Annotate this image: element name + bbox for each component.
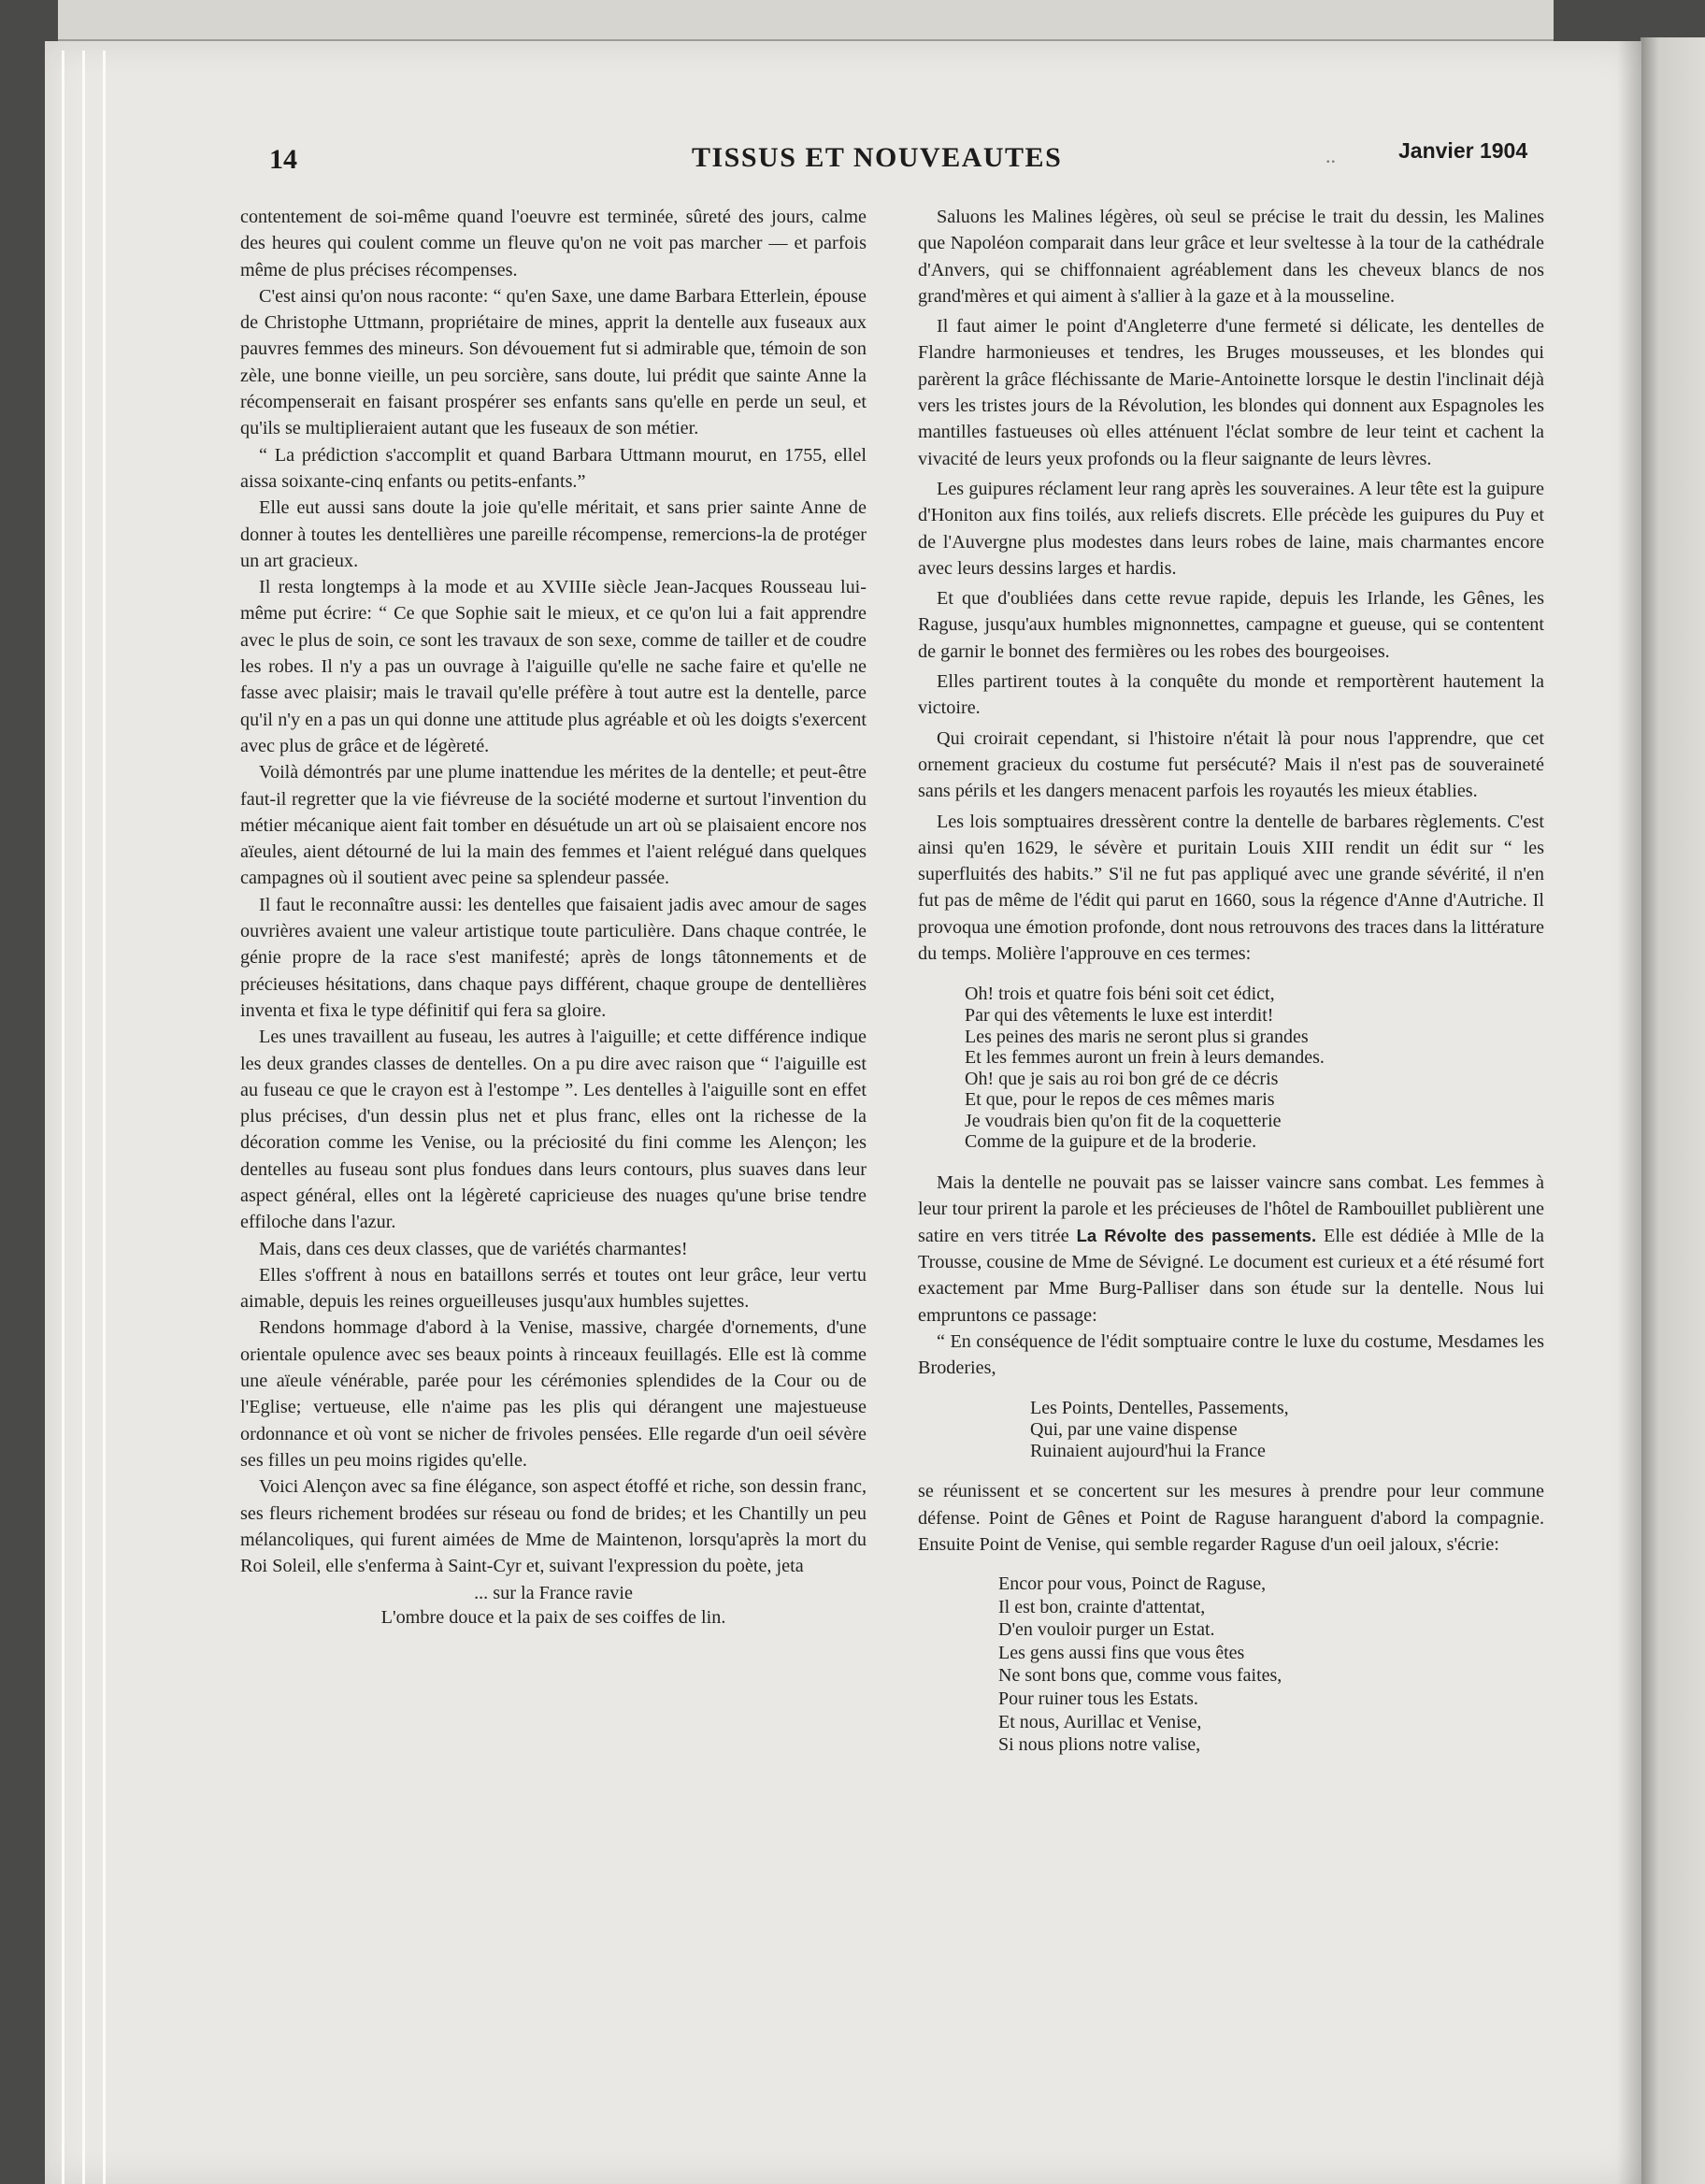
paragraph: “ La prédiction s'accomplit et quand Barbara Uttmann mourut, en 1755, ellel aissa soixante-cinq enfants ou petits-enfants.” — [240, 444, 867, 492]
verse-line: Ne sont bons que, comme vous faites, — [998, 1665, 1282, 1687]
paragraph: se réunissent et se concertent sur les mesures à prendre pour leur commune défense. Point de Gênes et Point de Raguse haranguent d'abord la compagnie. Ensuite Point de Venise, qui semble regarder Raguse d'un oeil jaloux, s'écrie: — [918, 1481, 1544, 1555]
paragraph: contentement de soi-même quand l'oeuvre est terminée, sûreté des jours, calme des heures qui coulent comme un fleuve qu'on ne voit pas marcher — et parfois même de plus précises récompenses. — [240, 207, 867, 280]
stacked-page-edge — [103, 50, 106, 2184]
underlying-page-edge — [58, 0, 1554, 41]
satire-title: La Révolte des passements. — [1076, 1225, 1317, 1245]
paragraph: C'est ainsi qu'on nous raconte: “ qu'en Saxe, une dame Barbara Etterlein, épouse de Christophe Uttmann, propriétaire de mines, apprit la dentelle aux fuseaux aux pauvres femmes des mineurs. Son dévouement fut si admirable que, témoin de son zèle, une bonne vieille, un peu sorcière, sans doute, lui prédit que sainte Anne la récompenserait en faisant prospérer ses enfants sans qu'elle en perde un seul, et qu'ils se multiplieraient autant que les fuseaux de son métier. — [240, 285, 867, 439]
paragraph: Mais, dans ces deux classes, que de variétés charmantes! — [259, 1238, 688, 1259]
verse-line: Je voudrais bien qu'on fit de la coquetterie — [965, 1110, 1282, 1131]
verse-line: Il est bon, crainte d'attentat, — [998, 1596, 1206, 1617]
paragraph-text: Mais la dentelle ne pouvait pas se laisser vaincre sans combat. Les femmes à leur tour prirent la parole et les précieuses de l'hôtel de Rambouillet publièrent une satire en vers titrée — [918, 1172, 1544, 1246]
verse-line: D'en vouloir purger un Estat. — [998, 1619, 1215, 1641]
paragraph: Et que d'oubliées dans cette revue rapide, depuis les Irlande, les Gênes, les Raguse, jusqu'aux humbles mignonnettes, campagne et gueuse, qui se contentent de garnir le bonnet des fermières ou les robes des bourgeoises. — [918, 588, 1544, 662]
verse-line: Comme de la guipure et de la broderie. — [965, 1131, 1257, 1153]
stacked-page-edge — [82, 50, 85, 2184]
paragraph: Qui croirait cependant, si l'histoire n'était là pour nous l'apprendre, que cet ornement gracieux du costume fut persécuté? Mais il n'est pas de souveraineté sans périls et les dangers menacent parfois les royautés les mieux établies. — [918, 727, 1544, 802]
verse-line: Les peines des maris ne seront plus si grandes — [965, 1026, 1309, 1047]
verse-line: Et que, pour le repos de ces mêmes maris — [965, 1089, 1275, 1111]
satire-verse — [918, 1398, 1544, 1461]
verse-line: Oh! que je sais au roi bon gré de ce décris — [965, 1068, 1279, 1089]
right-column — [918, 204, 1544, 1774]
paragraph: Voilà démontrés par une plume inattendue les mérites de la dentelle; et peut-être faut-il regretter que la vie fiévreuse de la société moderne et surtout l'invention du métier mécanique aient fait tomber en désuétude un art où se plaisaient encore nos aïeules, aient détourné de lui la main des femmes et l'aient relégué dans quelques campagnes où il soutient avec peine sa splendeur passée. — [240, 762, 867, 889]
paragraph: Rendons hommage d'abord à la Venise, massive, chargée d'ornements, d'une orientale opulence avec ses beaux points à rinceaux feuillagés. Elle est là comme une aïeule vénérable, parée pour les cérémonies splendides de la Cour ou de l'Eglise; vertueuse, elle n'aime pas les plis qui dérangent une majestueuse ordonnance et où vont se nicher de frivoles pensées. Elle regarde d'un oeil sévère ses filles un peu moins rigides qu'elle. — [240, 1317, 867, 1471]
paragraph: Les guipures réclament leur rang après les souveraines. A leur tête est la guipure d'Honiton aux fins toilés, aux reliefs discrets. Elle précède les guipures du Puy et de l'Auvergne plus modestes dans leurs robes de laine, mais charmantes encore avec leurs dessins larges et hardis. — [918, 478, 1544, 579]
verse-line: ... sur la France ravie — [474, 1583, 633, 1604]
paragraph: Les lois somptuaires dressèrent contre la dentelle de barbares règlements. C'est ainsi qu'en 1629, le sévère et puritain Louis XIII rendit un édit sur “ les superfluités des habits.” S'il ne fut pas appliqué avec une grande sévérité, il n'en fut pas de même de l'édit qui parut en 1660, sous la régence d'Anne d'Autriche. Il provoqua une émotion profonde, dont nous retrouvons des traces dans la littérature du temps. Molière l'approuve en ces termes: — [918, 811, 1544, 965]
verse-line: Et nous, Aurillac et Venise, — [998, 1711, 1202, 1732]
verse-line: L'ombre douce et la paix de ses coiffes de lin. — [380, 1607, 726, 1629]
running-header — [0, 138, 1705, 185]
paragraph: Voici Alençon avec sa fine élégance, son aspect étoffé et riche, son dessin franc, ses fleurs richement brodées sur réseau ou fond de brides; et les Chantilly un peu mélancoliques, qui furent aimées de Mme de Maintenon, lorsqu'après la mort du Roi Soleil, elle s'enferma à Saint-Cyr et, suivant l'expression du poète, jeta — [240, 1476, 867, 1577]
paragraph: Saluons les Malines légères, où seul se précise le trait du dessin, les Malines que Napoléon comparait dans leur grâce et leur sveltesse à la tour de la cathédrale d'Anvers, qui se chiffonnaient agréablement dans les cheveux blancs de nos grand'mères et qui aiment à s'allier à la gaze et à la mousseline. — [918, 207, 1544, 307]
verse-line: Oh! trois et quatre fois béni soit cet édict, — [965, 984, 1275, 1005]
paragraph: Elles s'offrent à nous en bataillons serrés et toutes ont leur grâce, leur vertu aimable, depuis les reines orgueilleuses jusqu'aux humbles sujettes. — [240, 1264, 867, 1313]
page-number: 14 — [269, 144, 297, 175]
verse-line: Par qui des vêtements le luxe est interdit! — [965, 1004, 1274, 1026]
verse-line: Les Points, Dentelles, Passements, — [1030, 1398, 1289, 1419]
venise-verse — [918, 1573, 1544, 1757]
journal-title: TISSUS ET NOUVEAUTES — [692, 142, 1063, 173]
paragraph: Les unes travaillent au fuseau, les autres à l'aiguille; et cette différence indique les deux grandes classes de dentelles. On a pu dire avec raison que “ l'aiguille est au fuseau ce que le crayon est à l'estompe ”. Les dentelles à l'aiguille sont en effet plus précises, d'un dessin plus net et plus franc, elles ont la richesse de la décoration comme les Venise, ou la préciosité du fini comme les Alençon; les dentelles au fuseau sont plus fondues dans leurs contours, plus suaves dans leur aspect général, elles ont la légèreté capricieuse des nuages qu'une brise tendre effiloche dans l'azur. — [240, 1027, 867, 1233]
verse-line: Ruinaient aujourd'hui la France — [1030, 1440, 1266, 1461]
paragraph — [918, 1170, 1544, 1329]
moliere-verse — [918, 984, 1544, 1153]
paragraph: Elle eut aussi sans doute la joie qu'elle méritait, et sans prier sainte Anne de donner à toutes les dentellières une pareille récompense, remercions-la de protéger un art gracieux. — [240, 497, 867, 571]
paragraph: Elles partirent toutes à la conquête du monde et remportèrent hautement la victoire. — [918, 671, 1544, 719]
verse-line: Pour ruiner tous les Estats. — [998, 1688, 1198, 1710]
adjacent-page-strip — [1641, 37, 1705, 2184]
paragraph-text: Elle est dédiée à Mlle de la Trousse, cousine de Mme de Sévigné. Le document est curieux et a été résumé fort exactement par Mme Burg-Palliser dans son étude sur la dentelle. Nous lui empruntons ce passage: — [918, 1225, 1544, 1326]
paragraph: Il faut aimer le point d'Angleterre d'une fermeté si délicate, les dentelles de Flandre harmonieuses et tendres, les Bruges mousseuses, et les blondes qui parèrent la grâce fléchissante de Marie-Antoinette lorsque le destin l'inclinait déjà vers les tristes jours de la Révolution, les blondes qui donnent aux Espagnoles les mantilles fastueuses où elles atténuent l'éclat sombre de leur teint et cachent la vivacité de leurs yeux profonds ou la fleur saignante de leurs lèvres. — [918, 316, 1544, 469]
paragraph: Il faut le reconnaître aussi: les dentelles que faisaient jadis avec amour de sages ouvrières avaient une valeur artistique toute particulière. Dans chaque contrée, le génie propre de la race s'est manifesté; après de longs tâtonnements et de précieuses hésitations, dans chaque pays différent, chaque groupe de dentellières inventa et fixa le type définitif qui fera sa gloire. — [240, 894, 867, 1021]
verse-line: Si nous plions notre valise, — [998, 1734, 1201, 1756]
stacked-page-edge — [62, 50, 64, 2184]
left-column — [240, 204, 867, 1630]
paragraph: Il resta longtemps à la mode et au XVIIIe siècle Jean-Jacques Rousseau lui-même put écrire: “ Ce que Sophie sait le mieux, et ce qu'on lui a fait apprendre avec le plus de soin, ce sont les travaux de son sexe, comme de tailler et de coudre les robes. Il n'y a pas un ouvrage à l'aiguille qu'elle ne sache faire et qu'elle ne fasse avec plaisir; mais le travail qu'elle préfère à tout autre est la dentelle, parce qu'il n'y en a pas un qui donne une attitude plus agréable et où les doigts s'exercent avec plus de grâce et de légèreté. — [240, 577, 867, 756]
paragraph: “ En conséquence de l'édit somptuaire contre le luxe du costume, Mesdames les Broderies, — [918, 1330, 1544, 1379]
verse-line: Qui, par une vaine dispense — [1030, 1419, 1238, 1441]
issue-date: Janvier 1904 — [1398, 138, 1528, 163]
verse-line: Encor pour vous, Poinct de Raguse, — [998, 1573, 1267, 1595]
page-shadow — [1617, 41, 1641, 2184]
header-dots: .. — [1325, 144, 1336, 167]
verse-line: Les gens aussi fins que vous êtes — [998, 1642, 1245, 1663]
verse-quote — [240, 1581, 867, 1630]
verse-line: Et les femmes auront un frein à leurs demandes. — [965, 1047, 1325, 1069]
